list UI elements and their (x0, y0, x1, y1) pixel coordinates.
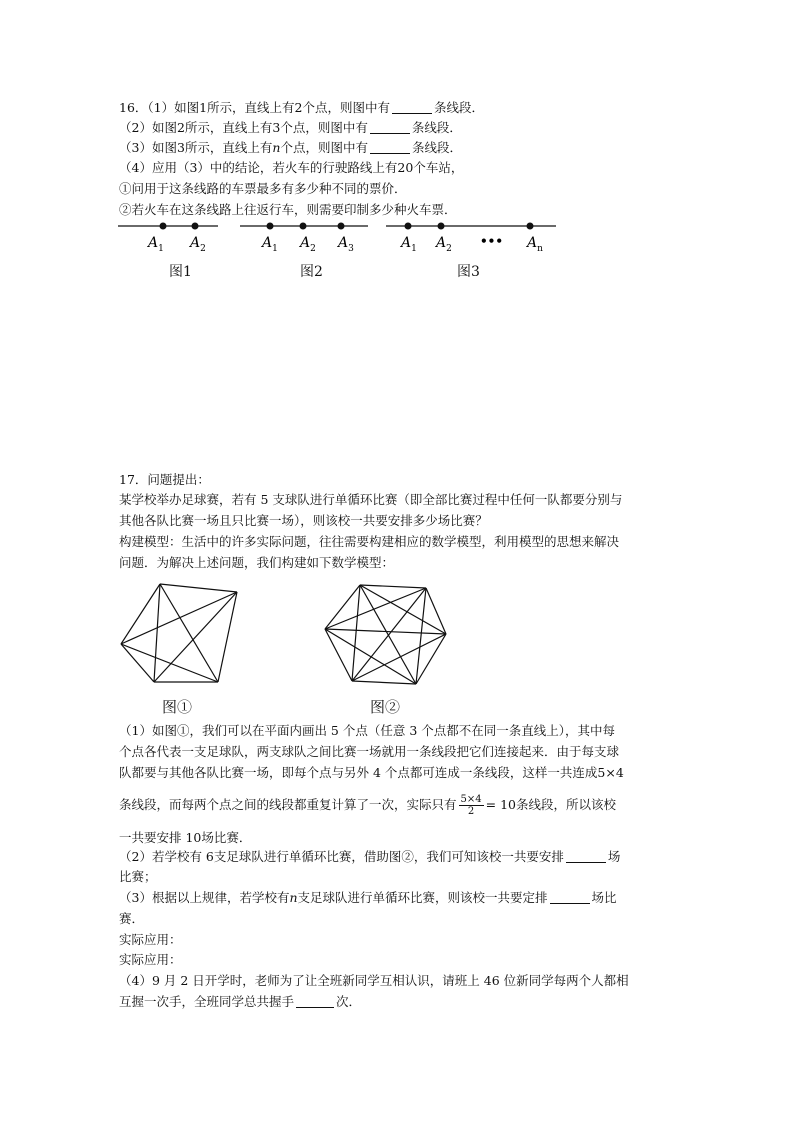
label-a2: $A_2$ (190, 235, 206, 254)
q17-p4: 实际应用： (119, 932, 182, 947)
q17-line-2: 某学校举办足球赛，若有 5 支球队进行单循环比赛（即全部比赛过程中任何一队都要分别与 (119, 492, 623, 507)
q17-p6-line-a: （4）9 月 2 日开学时，老师为了让全班新同学互相认识，请班上 46 位新同学每两个人都相 (119, 973, 629, 988)
q17-text: 条线段，而每两个点之间的线段都重复计算了一次，实际只有 (119, 797, 457, 812)
answer-blank[interactable] (550, 891, 590, 904)
q16-text: 条线段． (412, 140, 463, 155)
q17-p1-line-c (119, 765, 624, 781)
label-a1: $A_1$ (148, 235, 164, 254)
q17-line-5: 问题．为解决上述问题，我们构建如下数学模型： (119, 555, 395, 570)
hexagon-caption: 图② (370, 698, 401, 716)
q17-text: 互握一次手，全班同学总共握手 (119, 994, 295, 1009)
label-a1: $A_1$ (401, 235, 417, 254)
point-a2 (192, 223, 199, 230)
q17-text: 场 (607, 849, 621, 864)
q17-p2-line-a (119, 849, 620, 865)
pentagon-figure (116, 582, 244, 686)
point-a1 (405, 223, 412, 230)
label-a2: $A_2$ (436, 235, 452, 254)
q16-text: 个点，则图中有 (280, 140, 368, 155)
q16-line-3 (119, 140, 462, 156)
variable-n: n (289, 890, 298, 905)
q17-p5: 实际应用： (119, 952, 182, 967)
label-an: $A_n$ (527, 235, 543, 254)
figure-2-caption: 图2 (300, 264, 323, 280)
pentagon-caption: 图① (162, 698, 193, 716)
figure-3-caption: 图3 (457, 264, 480, 280)
q17-line-1: 17．问题提出： (119, 472, 210, 487)
answer-blank[interactable] (296, 995, 334, 1008)
q17-text: 次． (336, 994, 362, 1009)
q17-line-4: 构建模型：生活中的许多实际问题，往往需要构建相应的数学模型，利用模型的思想来解决 (119, 534, 620, 549)
q17-text: 队都要与其他各队比赛一场，即每个点与另外 4 个点都可连成一条线段，这样一共连成 (119, 765, 598, 780)
q17-text: （3）根据以上规律，若学校有 (119, 890, 290, 905)
answer-blank[interactable] (370, 121, 410, 134)
q17-text: 场比 (591, 890, 617, 905)
q16-text: 条线段． (434, 100, 485, 115)
q17-text: 条线段，所以该校 (515, 797, 616, 812)
q17-p2-line-b: 比赛； (119, 869, 157, 884)
fraction-denominator: 2 (467, 806, 475, 817)
figure-1-line (118, 215, 220, 259)
q17-p3-line-a (119, 890, 617, 906)
variable-n: n (272, 140, 281, 155)
q17-text: （2）若学校有 6支足球队进行单循环比赛，借助图②，我们可知该校一共要安排 (119, 849, 564, 864)
equals-value: = 10 (485, 797, 516, 812)
fraction (459, 794, 484, 817)
hexagon-figure (322, 582, 450, 688)
q17-p6-line-b (119, 994, 361, 1010)
q17-p1-line-b: 个点各代表一支足球队，两支球队之间比赛一场就用一条线段把它们连接起来．由于每支球 (119, 744, 620, 759)
ellipsis: ••• (480, 234, 504, 248)
label-a1: $A_1$ (262, 235, 278, 254)
label-a3: $A_3$ (338, 235, 354, 254)
q17-p1-line-d (119, 793, 616, 817)
q16-line-6: ②若火车在这条线路上往返行车，则需要印制多少种火车票． (119, 202, 457, 217)
q16-line-1 (119, 100, 484, 116)
answer-blank[interactable] (566, 850, 606, 863)
q17-p1-line-a: （1）如图①，我们可以在平面内画出 5 个点（任意 3 个点都不在同一条直线上），其中每 (119, 723, 616, 738)
q16-text: 16．（1）如图1所示，直线上有2个点，则图中有 (119, 100, 391, 115)
q16-line-5: ①问用于这条线路的车票最多有多少种不同的票价． (119, 181, 407, 196)
point-a3 (338, 223, 345, 230)
point-a2 (300, 223, 307, 230)
answer-blank[interactable] (370, 141, 410, 154)
answer-blank[interactable] (392, 101, 432, 114)
point-an (527, 223, 534, 230)
point-a1 (160, 223, 167, 230)
q16-text: （2）如图2所示，直线上有3个点，则图中有 (119, 120, 368, 135)
q16-text: 条线段． (411, 120, 462, 135)
q17-p3-line-b: 赛． (119, 911, 145, 926)
q17-text: 支足球队进行单循环比赛，则该校一共要定排 (297, 890, 548, 905)
q17-line-3: 其他各队比赛一场且只比赛一场），则该校一共要安排多少场比赛？ (119, 513, 488, 528)
figure-1-caption: 图1 (169, 264, 192, 280)
point-a2 (438, 223, 445, 230)
figure-2-line (240, 215, 372, 259)
q16-text: （3）如图3所示，直线上有 (119, 140, 273, 155)
figure-3-line (386, 215, 558, 259)
q16-line-4: （4）应用（3）中的结论，若火车的行驶路线上有20个车站， (119, 160, 464, 175)
label-a2: $A_2$ (300, 235, 316, 254)
q16-line-2 (119, 120, 462, 136)
point-a1 (267, 223, 274, 230)
fraction-numerator: 5×4 (460, 794, 482, 805)
q17-p1-line-e: 一共要安排 10场比赛． (119, 830, 252, 845)
expression: 5×4 (597, 765, 624, 780)
